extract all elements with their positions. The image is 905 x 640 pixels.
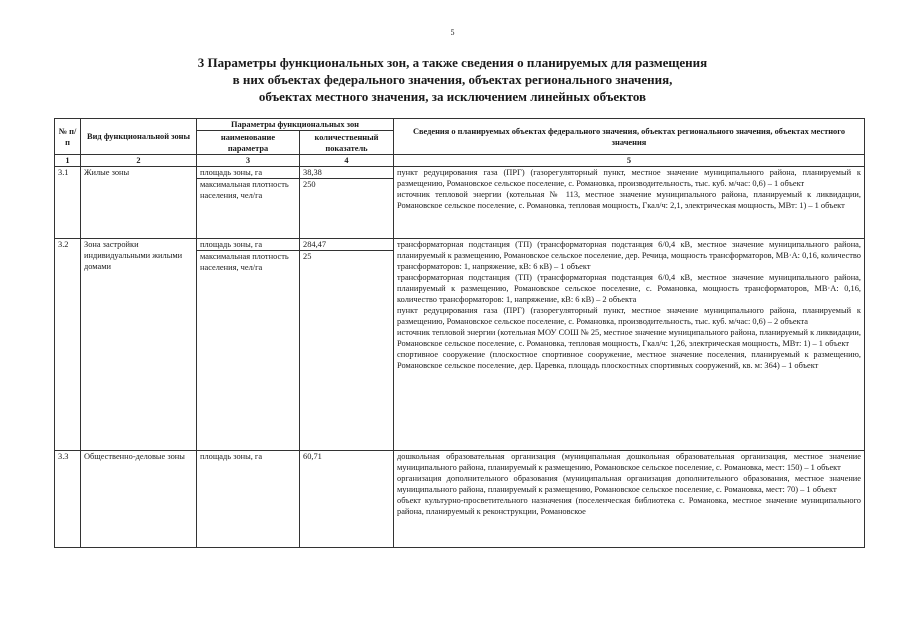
- param-value: 60,71: [303, 452, 322, 461]
- row-num: 3.2: [55, 239, 81, 451]
- object-item: трансформаторная подстанция (ТП) (трансформаторная подстанция 6/0,4 кВ, местное значение муниципального района, планируемый к размещению, Романовское сельское поселение, дер. Речица, мощность трансформаторов, МВ·А: 0,16, количество трансформаторов: 1, напряжение, кВ: 6 кВ) – 1 объект: [397, 240, 861, 271]
- table-row: [55, 239, 865, 451]
- heading-line-1: 3 Параметры функциональных зон, а также сведения о планируемых для размещения: [197, 55, 708, 70]
- param-name: максимальная плотность населения, чел/га: [197, 250, 299, 273]
- object-item: пункт редуцирования газа (ПРГ) (газорегуляторный пункт, местное значение муниципального района, планируемый к размещению, Романовское сельское поселение, с. Романовка, производительность, тыс. куб. м/час: 0,6) – 2 объекта: [397, 306, 861, 326]
- row-param-values: [300, 239, 394, 451]
- row-zone: Жилые зоны: [81, 167, 197, 239]
- object-item: источник тепловой энергии (котельная № 113, местное значение муниципального района, планируемый к ликвидации, Романовское сельское поселение, с. Романовка, тепловая мощность, Гкал/ч: 2,1, электрическая мощность, МВт: 1) – 1 объект: [397, 190, 861, 210]
- object-item: дошкольная образовательная организация (муниципальная дошкольная образовательная организация, местное значение муниципального района, планируемый к размещению, Романовское сельское поселение, с. Романовка, мест: 150) – 1 объект: [397, 452, 861, 472]
- row-zone: Зона застройки индивидуальными жилыми домами: [81, 239, 197, 451]
- header-num: № п/п: [55, 119, 81, 155]
- column-number: 4: [300, 155, 394, 167]
- row-zone: Общественно-деловые зоны: [81, 451, 197, 548]
- column-number-row: [55, 155, 865, 167]
- param-name: площадь зоны, га: [200, 452, 263, 461]
- page-number: 5: [450, 28, 455, 37]
- table-header-row: [55, 119, 865, 131]
- header-zone-type: Вид функциональной зоны: [81, 119, 197, 155]
- column-number: 1: [55, 155, 81, 167]
- column-number: 3: [197, 155, 300, 167]
- object-item: организация дополнительного образования (муниципальная организация дополнительного образования, местное значение муниципального района, планируемый к размещению, Романовское сельское поселение, с. Романовка, мест: 70) – 1 объект: [397, 474, 861, 494]
- column-number: 5: [394, 155, 865, 167]
- param-name: максимальная плотность населения, чел/га: [197, 178, 299, 201]
- row-param-values: [300, 451, 394, 548]
- param-value: 25: [300, 250, 393, 262]
- heading-line-2: в них объектах федерального значения, объектах регионального значения,: [232, 72, 673, 87]
- object-item: источник тепловой энергии (котельная МОУ СОШ № 25, местное значение муниципального района, планируемый к ликвидации, Романовское сельское поселение, с. Романовка, тепловая мощность, Гкал/ч: 1,26, электрическая мощность, МВт: 1) – 1 объект: [397, 328, 861, 348]
- row-num: 3.1: [55, 167, 81, 239]
- object-item: объект культурно-просветительного назначения (поселенческая библиотека с. Романовка, местное значение муниципального района, планируемый к реконструкции, Романовское: [397, 496, 861, 516]
- header-param-name: наименование параметра: [197, 131, 300, 155]
- object-item: спортивное сооружение (плоскостное спортивное сооружение, местное значение поселения, планируемый к размещению, Романовское сельское поселение, дер. Царевка, площадь плоскостных спортивных сооружений, кв. м: 364) – 1 объект: [397, 350, 861, 370]
- row-objects: [394, 167, 865, 239]
- row-param-names: [197, 451, 300, 548]
- table-row: [55, 167, 865, 239]
- param-value: 250: [300, 178, 393, 190]
- object-item: трансформаторная подстанция (ТП) (трансформаторная подстанция 6/0,4 кВ, местное значение муниципального района, планируемый к размещению, Романовское сельское поселение, с. Романовка, мощность трансформаторов, МВ·А: 0,16, количество трансформаторов: 1, напряжение, кВ: 6 кВ) – 2 объекта: [397, 273, 861, 304]
- object-item: пункт редуцирования газа (ПРГ) (газорегуляторный пункт, местное значение муниципального района, планируемый к размещению, Романовское сельское поселение, с. Романовка, производительность, тыс. куб. м/час: 0,6) – 1 объект: [397, 168, 861, 188]
- column-number: 2: [81, 155, 197, 167]
- zones-table: [54, 118, 865, 548]
- row-param-names: [197, 239, 300, 451]
- param-value: 38,38: [303, 168, 322, 177]
- header-params-group: Параметры функциональных зон: [197, 119, 394, 131]
- table-row: [55, 451, 865, 548]
- param-name: площадь зоны, га: [200, 240, 263, 249]
- section-heading: [60, 54, 845, 105]
- row-objects: [394, 451, 865, 548]
- header-objects: Сведения о планируемых объектах федерального значения, объектах регионального значения, объектах местного значения: [394, 119, 865, 155]
- param-name: площадь зоны, га: [200, 168, 263, 177]
- row-param-values: [300, 167, 394, 239]
- row-objects: [394, 239, 865, 451]
- heading-line-3: объектах местного значения, за исключением линейных объектов: [258, 89, 647, 104]
- row-param-names: [197, 167, 300, 239]
- row-num: 3.3: [55, 451, 81, 548]
- param-value: 284,47: [303, 240, 327, 249]
- header-param-value: количественный показатель: [300, 131, 394, 155]
